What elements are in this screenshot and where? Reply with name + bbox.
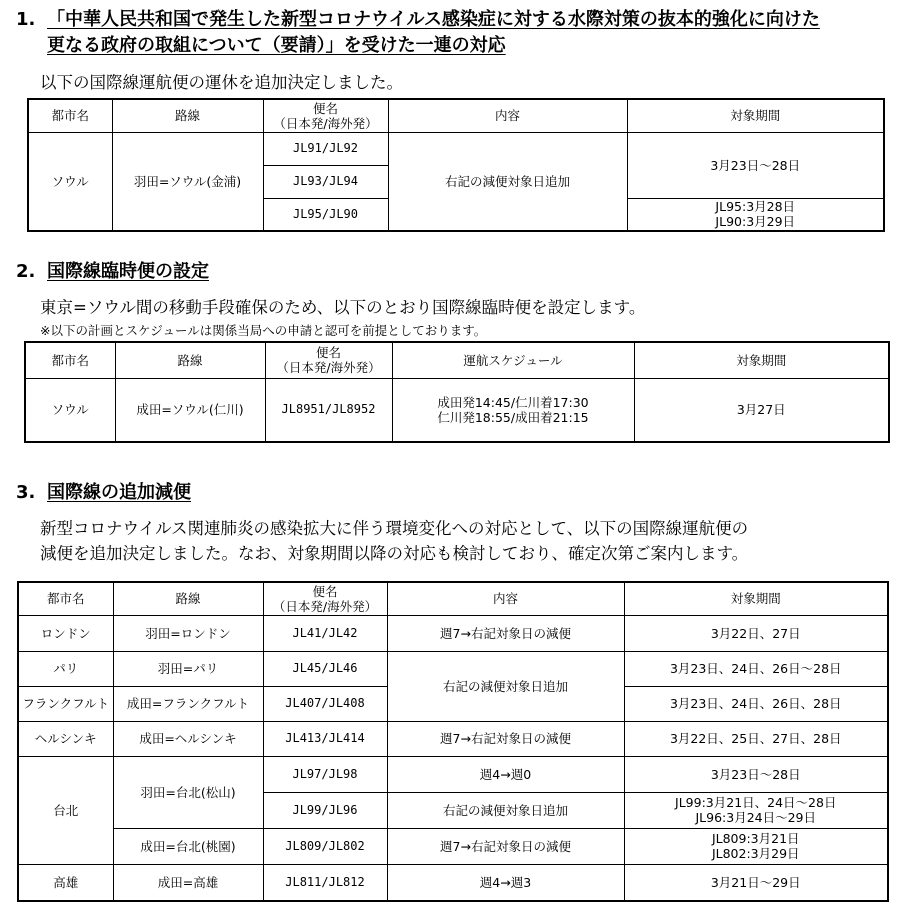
flight-cell: JL93/JL94 <box>263 165 388 198</box>
city-cell: パリ <box>18 651 113 686</box>
header-period: 対象期間 <box>627 99 884 132</box>
header-city: 都市名 <box>18 582 113 615</box>
schedule-cell <box>392 378 634 442</box>
section-1-title-line1: 「中華人民共和国で発生した新型コロナウイルス感染症に対する水際対策の抜本的強化に向けた <box>47 9 820 30</box>
period-cell: 3月21日～29日 <box>624 864 888 901</box>
schedule-line: 仁川発18:55/成田着21:15 <box>437 409 589 425</box>
period-line: JL802:3月29日 <box>711 846 800 861</box>
section-3-lead-line2: 減便を追加決定しました。なお、対象期間以降の対応も検討しており、確定次第ご案内します。 <box>40 544 749 563</box>
flight-cell: JL809/JL802 <box>263 828 387 864</box>
header-flight <box>265 342 392 378</box>
table-row <box>18 721 888 756</box>
flight-cell: JL97/JL98 <box>263 756 387 792</box>
city-cell: ロンドン <box>18 615 113 651</box>
route-cell: 羽田=ロンドン <box>113 615 263 651</box>
period-line: JL809:3月21日 <box>711 831 800 846</box>
city-cell: ソウル <box>28 132 112 231</box>
section-3-table <box>17 581 889 902</box>
header-city: 都市名 <box>25 342 115 378</box>
content-cell: 週7→右記対象日の減便 <box>387 615 624 651</box>
flight-cell: JL8951/JL8952 <box>265 378 392 442</box>
period-cell: 3月22日、25日、27日、28日 <box>624 721 888 756</box>
content-cell: 右記の減便対象日追加 <box>388 132 627 231</box>
flight-cell: JL811/JL812 <box>263 864 387 901</box>
schedule-line: 成田発14:45/仁川着17:30 <box>437 394 589 410</box>
flight-cell: JL95/JL90 <box>263 198 388 231</box>
table-row <box>18 864 888 901</box>
header-flight <box>263 582 387 615</box>
section-1-lead: 以下の国際線運航便の運休を追加決定しました。 <box>40 73 403 92</box>
period-cell: 3月22日、27日 <box>624 615 888 651</box>
content-cell: 右記の減便対象日追加 <box>387 651 624 721</box>
table-row <box>18 615 888 651</box>
header-flight-sub: （日本発/海外発） <box>273 115 378 131</box>
section-2-number: 2. <box>16 261 36 282</box>
period-line: JL96:3月24日～29日 <box>695 810 817 825</box>
header-route: 路線 <box>112 99 263 132</box>
section-2-heading <box>16 259 616 285</box>
content-cell: 右記の減便対象日追加 <box>387 792 624 828</box>
city-cell: フランクフルト <box>18 686 113 721</box>
header-flight-label: 便名 <box>312 100 338 116</box>
section-2-title: 国際線臨時便の設定 <box>47 261 209 282</box>
route-cell: 羽田=台北(松山) <box>113 756 263 828</box>
header-route: 路線 <box>113 582 263 615</box>
flight-cell: JL91/JL92 <box>263 132 388 165</box>
period-cell <box>624 828 888 864</box>
header-flight <box>263 99 388 132</box>
period-cell: 3月23日～28日 <box>624 756 888 792</box>
flight-cell: JL45/JL46 <box>263 651 387 686</box>
section-3-number: 3. <box>16 482 36 503</box>
section-3-title: 国際線の追加減便 <box>47 482 191 503</box>
period-line: JL99:3月21日、24日～28日 <box>675 795 837 810</box>
flight-cell: JL407/JL408 <box>263 686 387 721</box>
header-flight-sub: （日本発/海外発） <box>272 598 378 614</box>
content-cell: 週4→週0 <box>387 756 624 792</box>
period-cell: 3月27日 <box>634 378 889 442</box>
period-cell: 3月23日、24日、26日、28日 <box>624 686 888 721</box>
header-content: 内容 <box>387 582 624 615</box>
table-row <box>18 756 888 792</box>
header-period: 対象期間 <box>634 342 889 378</box>
header-flight-label: 便名 <box>315 345 341 361</box>
section-3-heading <box>16 480 616 506</box>
period-cell: 3月23日、24日、26日～28日 <box>624 651 888 686</box>
section-1-heading <box>16 7 896 59</box>
period-cell <box>627 198 884 231</box>
header-content: 内容 <box>388 99 627 132</box>
table-row <box>18 828 888 864</box>
content-cell: 週4→週3 <box>387 864 624 901</box>
route-cell: 成田=フランクフルト <box>113 686 263 721</box>
section-2-lead: 東京=ソウル間の移動手段確保のため、以下のとおり国際線臨時便を設定します。 <box>40 298 646 317</box>
header-flight-sub: （日本発/海外発） <box>276 360 381 376</box>
period-cell <box>624 792 888 828</box>
route-cell: 成田=ヘルシンキ <box>113 721 263 756</box>
content-cell: 週7→右記対象日の減便 <box>387 828 624 864</box>
period-line: JL90:3月29日 <box>715 214 796 230</box>
header-flight-label: 便名 <box>312 583 338 599</box>
route-cell: 羽田=ソウル(金浦) <box>112 132 263 231</box>
route-cell: 成田=高雄 <box>113 864 263 901</box>
route-cell: 成田=台北(桃園) <box>113 828 263 864</box>
route-cell: 成田=ソウル(仁川) <box>115 378 265 442</box>
section-1-number: 1. <box>16 9 36 30</box>
flight-cell: JL99/JL96 <box>263 792 387 828</box>
section-2-note: ※以下の計画とスケジュールは関係当局への申請と認可を前提としております。 <box>40 323 487 338</box>
content-cell: 週7→右記対象日の減便 <box>387 721 624 756</box>
section-1-title-line2: 更なる政府の取組について（要請）」を受けた一連の対応 <box>47 35 506 56</box>
city-cell: 台北 <box>18 756 113 864</box>
city-cell: ソウル <box>25 378 115 442</box>
header-city: 都市名 <box>28 99 112 132</box>
section-2-table <box>24 341 890 443</box>
route-cell: 羽田=パリ <box>113 651 263 686</box>
period-cell: 3月23日～28日 <box>627 132 884 198</box>
period-line: JL95:3月28日 <box>715 199 796 215</box>
header-period: 対象期間 <box>624 582 888 615</box>
flight-cell: JL41/JL42 <box>263 615 387 651</box>
city-cell: 高雄 <box>18 864 113 901</box>
header-route: 路線 <box>115 342 265 378</box>
flight-cell: JL413/JL414 <box>263 721 387 756</box>
table-row <box>18 651 888 686</box>
section-1-table <box>27 98 885 232</box>
city-cell: ヘルシンキ <box>18 721 113 756</box>
section-3-lead-line1: 新型コロナウイルス関連肺炎の感染拡大に伴う環境変化への対応として、以下の国際線運航便の <box>40 519 749 538</box>
header-schedule: 運航スケジュール <box>392 342 634 378</box>
